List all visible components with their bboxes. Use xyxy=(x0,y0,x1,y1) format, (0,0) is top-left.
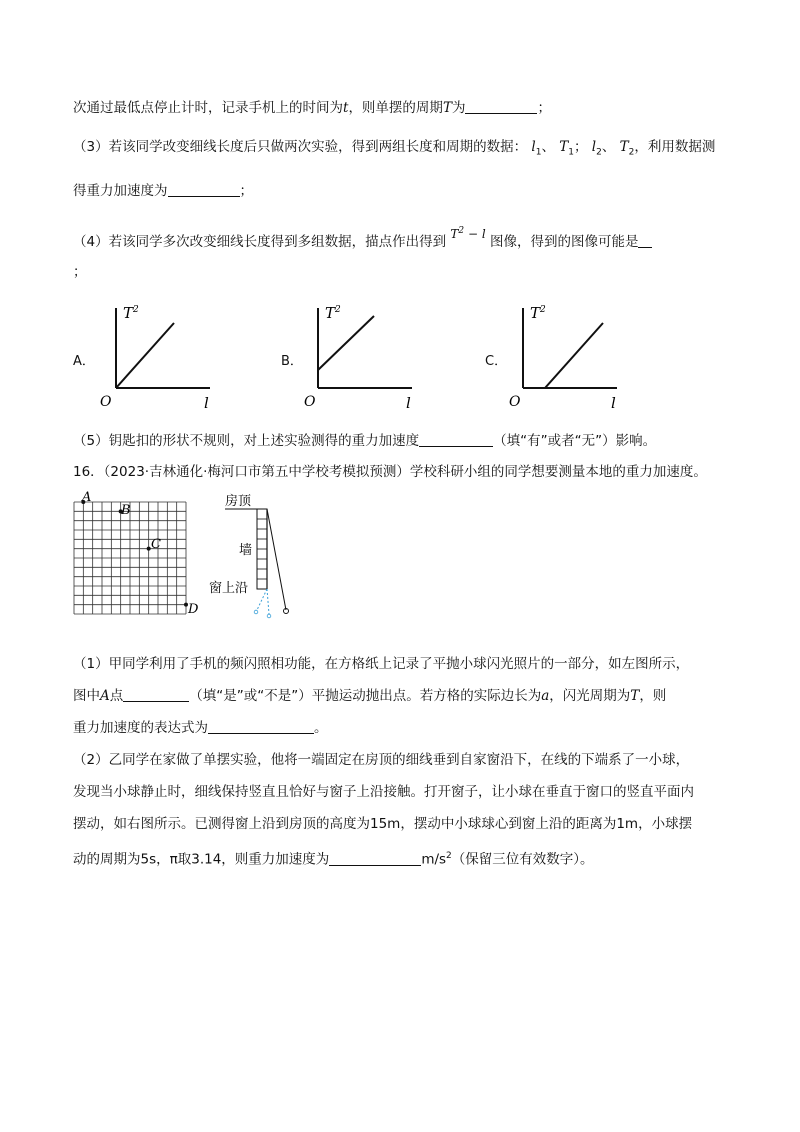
answer-blank-period[interactable] xyxy=(465,99,537,114)
answer-blank-influence[interactable] xyxy=(419,432,493,447)
q16-p2-line4: 动的周期为5s，π取3.14，则重力加速度为 $m/s^2$（保留三位有效数字）。 xyxy=(73,851,594,868)
q16-p1-line1: （1）甲同学利用了手机的频闪照相功能，在方格纸上记录了平抛小球闪光照片的一部分，如左图所示， xyxy=(73,656,690,672)
origin-label: O xyxy=(304,394,316,410)
origin-label: O xyxy=(509,394,521,410)
option-a-label[interactable]: A． xyxy=(73,354,95,369)
point-b-label: B xyxy=(121,503,131,518)
roof-label: 房顶 xyxy=(225,494,252,509)
q15-line4: （4）若该同学多次改变细线长度得到多组数据，描点作出得到 $T^2 - l$ 图像，得到的图像可能是 xyxy=(73,221,652,252)
q15-line2: （3）若该同学改变细线长度后只做两次实验，得到两组长度和周期的数据： $l_1$、 $T_1$； $l_2$、 $T_2$，利用数据测 xyxy=(73,139,716,158)
q15-line1: 次通过最低点停止计时，记录手机上的时间为t，则单摆的周期T为 ； xyxy=(73,100,551,116)
option-c-label[interactable]: C． xyxy=(485,354,508,369)
wall-label: 墙 xyxy=(239,543,253,558)
axis-x-label: l xyxy=(611,394,616,410)
axis-x-label: l xyxy=(406,394,411,410)
axis-y-label: $T^2$ xyxy=(530,304,546,322)
q15-line6: （5）钥匙扣的形状不规则，对上述实验测得的重力加速度 （填“有”或者“无”）影响。 xyxy=(73,433,657,449)
q16-header: 16．（2023·吉林通化·梅河口市第五中学校考模拟预测）学校科研小组的同学想要测量本地的重力加速度。 xyxy=(73,464,707,480)
q16-p2-line1: （2）乙同学在家做了单摆实验，他将一端固定在房顶的细线垂到自家窗沿下，在线的下端系了一小球， xyxy=(73,752,690,768)
q16-p1-line3: 重力加速度的表达式为 。 xyxy=(73,720,328,736)
option-a-graph xyxy=(98,298,228,410)
q16-p1-line2: 图中A点 （填“是”或“不是”）平抛运动抛出点。若方格的实际边长为a，闪光周期为T，则 xyxy=(73,688,667,704)
grid-figure xyxy=(66,490,206,620)
var-T: T xyxy=(442,100,452,116)
option-b-graph xyxy=(300,298,430,410)
point-a-label: A xyxy=(82,490,92,505)
pendulum-string xyxy=(267,509,286,610)
wall-pendulum-figure xyxy=(205,488,315,623)
point-d-label: D xyxy=(188,602,199,617)
origin-label: O xyxy=(100,394,112,410)
q15-line5: ； xyxy=(73,264,87,280)
q15-line3: 得重力加速度为 ； xyxy=(73,183,253,199)
window-edge-label: 窗上沿 xyxy=(209,581,249,596)
answer-blank-g-value[interactable] xyxy=(329,851,421,866)
option-c-graph xyxy=(505,298,635,410)
answer-blank-g-expression[interactable] xyxy=(208,719,314,734)
q16-p2-line2: 发现当小球静止时，细线保持竖直且恰好与窗子上沿接触。打开窗子，让小球在垂直于窗口的竖直平面内 xyxy=(73,784,694,800)
var-t: t xyxy=(343,100,349,116)
option-b-label[interactable]: B． xyxy=(281,354,303,369)
axis-x-label: l xyxy=(204,394,209,410)
answer-blank-launch-point[interactable] xyxy=(123,687,189,702)
answer-blank-gravity[interactable] xyxy=(168,182,240,197)
graph-expression: $T^2 - l$ xyxy=(450,226,486,241)
axis-y-label: $T^2$ xyxy=(325,304,341,322)
axis-y-label: $T^2$ xyxy=(123,304,139,322)
point-c-label: C xyxy=(151,537,161,552)
q16-p2-line3: 摆动，如右图所示。已测得窗上沿到房顶的高度为15m，摆动中小球球心到窗上沿的距离为1m，小球摆 xyxy=(73,816,693,832)
answer-blank-graph[interactable] xyxy=(638,233,652,248)
